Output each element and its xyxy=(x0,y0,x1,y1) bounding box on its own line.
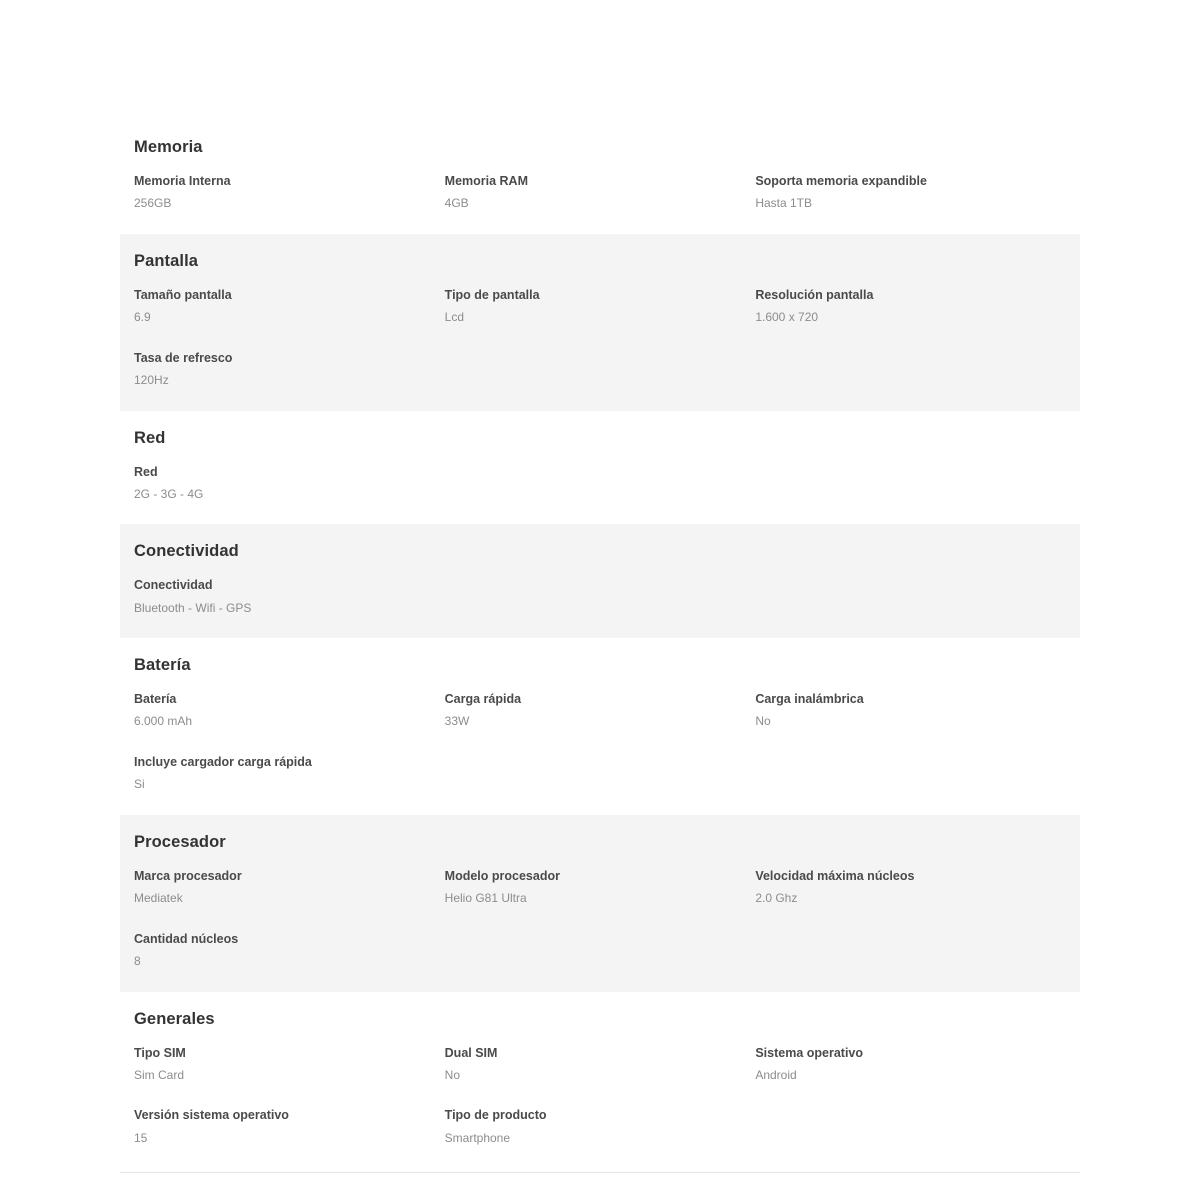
spec-value: Smartphone xyxy=(444,1130,511,1145)
spec-value: Si xyxy=(134,777,145,792)
spec-value: 2G - 3G - 4G xyxy=(134,486,204,501)
spec-section-title: Memoria xyxy=(134,138,203,156)
spec-label: Resolución pantalla xyxy=(755,287,874,302)
product-specifications-sheet xyxy=(120,120,1080,1173)
spec-value: Android xyxy=(755,1067,797,1082)
spec-item xyxy=(134,931,445,970)
spec-section xyxy=(120,120,1080,234)
spec-item xyxy=(755,287,1066,326)
spec-item xyxy=(445,173,756,212)
spec-value: 120Hz xyxy=(134,372,169,387)
spec-item xyxy=(134,577,445,616)
spec-value: 256GB xyxy=(134,196,172,211)
spec-item xyxy=(134,287,445,326)
spec-item xyxy=(134,464,445,503)
spec-item xyxy=(445,868,756,907)
spec-value: 6.000 mAh xyxy=(134,714,193,729)
spec-value: Lcd xyxy=(444,310,465,325)
spec-item xyxy=(445,287,756,326)
spec-value: No xyxy=(755,714,771,729)
spec-label: Batería xyxy=(134,692,177,707)
spec-section-title: Pantalla xyxy=(134,251,199,270)
spec-value: 2.0 Ghz xyxy=(755,891,798,906)
spec-label: Soporta memoria expandible xyxy=(755,174,927,188)
spec-label: Carga rápida xyxy=(444,692,522,707)
spec-section-title: Red xyxy=(134,428,166,447)
spec-value: No xyxy=(444,1067,460,1082)
spec-item xyxy=(445,1045,756,1084)
spec-label: Tasa de refresco xyxy=(134,350,233,365)
spec-value: Hasta 1TB xyxy=(755,196,813,211)
spec-grid xyxy=(134,173,1066,212)
spec-item xyxy=(134,691,445,730)
spec-item xyxy=(134,173,445,212)
spec-item xyxy=(755,868,1066,907)
spec-item xyxy=(134,1107,445,1146)
spec-value: 8 xyxy=(134,954,141,968)
spec-label: Tipo de pantalla xyxy=(444,287,540,302)
spec-grid xyxy=(134,691,1066,793)
spec-section-title: Conectividad xyxy=(134,542,239,561)
spec-item xyxy=(134,754,445,793)
spec-item xyxy=(445,691,756,730)
spec-grid xyxy=(134,577,1066,616)
spec-item xyxy=(134,1045,445,1084)
spec-item xyxy=(755,1045,1066,1084)
spec-label: Incluye cargador carga rápida xyxy=(134,755,312,770)
spec-label: Tamaño pantalla xyxy=(134,287,232,302)
spec-label: Memoria RAM xyxy=(444,174,528,188)
spec-section-title: Generales xyxy=(134,1009,215,1028)
spec-section xyxy=(120,992,1080,1174)
spec-label: Marca procesador xyxy=(134,868,242,883)
spec-section-title: Batería xyxy=(134,656,191,675)
spec-label: Versión sistema operativo xyxy=(134,1108,289,1123)
spec-section xyxy=(120,234,1080,411)
spec-label: Cantidad núcleos xyxy=(134,931,239,946)
spec-value: Sim Card xyxy=(134,1067,185,1082)
spec-item xyxy=(755,173,1066,212)
spec-label: Memoria Interna xyxy=(134,174,231,188)
spec-section xyxy=(120,411,1080,525)
spec-label: Velocidad máxima núcleos xyxy=(755,868,915,883)
spec-label: Carga inalámbrica xyxy=(755,692,864,707)
spec-value: Helio G81 Ultra xyxy=(444,891,527,906)
spec-item xyxy=(134,868,445,907)
spec-grid xyxy=(134,1045,1066,1147)
spec-label: Dual SIM xyxy=(444,1045,498,1060)
spec-label: Modelo procesador xyxy=(444,868,560,883)
spec-section xyxy=(120,815,1080,992)
spec-value: 1.600 x 720 xyxy=(755,310,819,325)
spec-label: Tipo de producto xyxy=(444,1108,547,1123)
spec-value: 4GB xyxy=(444,196,469,211)
spec-value: 6.9 xyxy=(134,310,151,325)
spec-label: Tipo SIM xyxy=(134,1045,186,1060)
spec-value: Mediatek xyxy=(134,891,183,906)
spec-item xyxy=(755,691,1066,730)
spec-label: Sistema operativo xyxy=(755,1045,864,1060)
spec-grid xyxy=(134,464,1066,503)
spec-label: Red xyxy=(134,464,158,479)
spec-item xyxy=(134,350,445,389)
spec-section xyxy=(120,524,1080,638)
spec-grid xyxy=(134,287,1066,389)
spec-label: Conectividad xyxy=(134,578,213,593)
spec-section-title: Procesador xyxy=(134,832,226,851)
spec-value: Bluetooth - Wifi - GPS xyxy=(134,600,252,615)
spec-grid xyxy=(134,868,1066,970)
spec-value: 15 xyxy=(134,1130,148,1145)
spec-item xyxy=(445,1107,756,1146)
spec-section xyxy=(120,638,1080,815)
spec-value: 33W xyxy=(444,714,470,729)
